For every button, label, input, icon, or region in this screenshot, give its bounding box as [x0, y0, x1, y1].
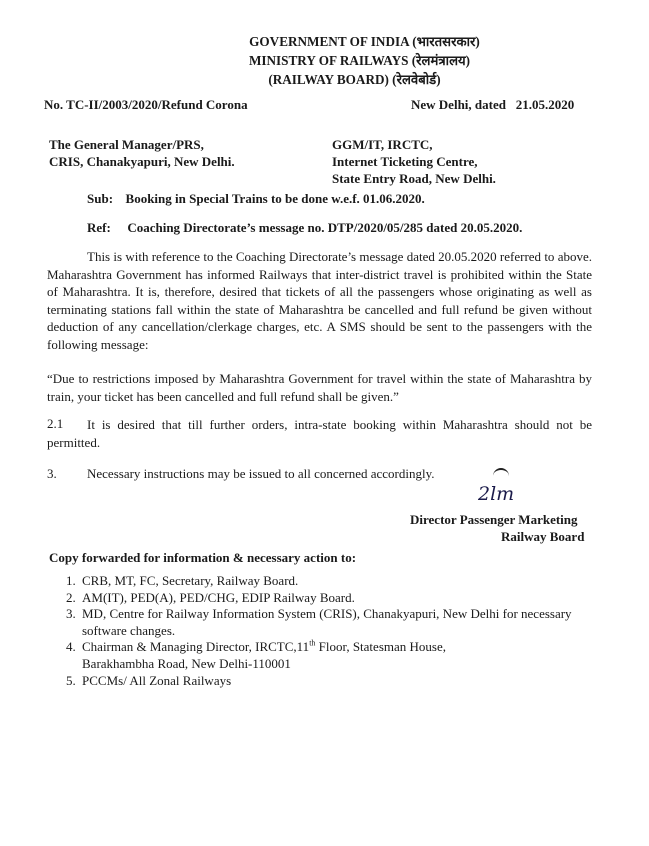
list-item — [48, 673, 588, 690]
para-2-number: 2.1 — [47, 416, 64, 431]
addressee-right-line1: GGM/IT, IRCTC, — [332, 137, 433, 152]
list-item-text: PCCMs/ All Zonal Railways — [82, 672, 232, 688]
subject-text: Booking in Special Trains to be done w.e.f. 01.06.2020. — [125, 191, 425, 206]
list-item-number: 4. — [66, 639, 76, 655]
addressee-left-line2: CRIS, Chanakyapuri, New Delhi. — [49, 154, 235, 169]
list-item-number: 5. — [66, 672, 76, 688]
list-item — [48, 639, 588, 672]
addressee-left — [49, 136, 235, 170]
para-2-text: It is desired that till further orders, intra-state booking within Maharashtra should not be permitted. — [47, 417, 592, 450]
signature-tick-mark — [493, 468, 509, 478]
signatory-office: Railway Board — [501, 529, 585, 544]
addressee-right-line3: State Entry Road, New Delhi. — [332, 171, 496, 186]
list-item-text: Chairman & Managing Director, IRCTC,11 — [82, 639, 310, 655]
copy-recipient-list — [48, 573, 588, 689]
addressee-right-line2: Internet Ticketing Centre, — [332, 154, 478, 169]
list-item-text: AM(IT), PED(A), PED/CHG, EDIP Railway Board. — [82, 589, 355, 605]
list-item-text-line2: Barakhambha Road, New Delhi-110001 — [82, 655, 291, 671]
letterhead-ministry: MINISTRY OF RAILWAYS (रेलमंत्रालय) — [248, 53, 471, 68]
list-item-text-cont: Floor, Statesman House, — [315, 639, 446, 655]
addressee-right — [332, 136, 496, 187]
sms-message-quote: “Due to restrictions imposed by Maharashtra Government for travel within the state of Maharashtra by train, your ticket has been cancelled and full refund shall be given.” — [47, 371, 592, 404]
list-item — [48, 573, 588, 590]
letterhead-government: GOVERNMENT OF INDIA (भारतसरकार) — [249, 34, 480, 49]
body-paragraph-1: This is with reference to the Coaching Directorate’s message dated 20.05.2020 referred to above. Maharashtra Government has informed Railways that inter-district travel is prohibited within the State of Maharashtra. It is, therefore, desired that tickets of all the passengers whose originating as well as terminating stations fall within the state of Maharashtra be cancelled and full refund be given without deduction of any cancellation/clerkage charges, etc. A SMS should be sent to the passengers with the following message: — [47, 249, 592, 352]
para-3-number: 3. — [47, 466, 57, 481]
ref-line — [87, 220, 522, 236]
signature-initials: 2lm — [478, 483, 515, 505]
subject-label: Sub: — [87, 191, 114, 206]
list-item-text: MD, Centre for Railway Information System (CRIS), Chanakyapuri, New Delhi for necessary software changes. — [82, 606, 572, 638]
ordinal-suffix: th — [309, 639, 316, 649]
list-item-number: 2. — [66, 589, 76, 605]
list-item — [48, 606, 588, 639]
para-3-text: Necessary instructions may be issued to all concerned accordingly. — [87, 466, 435, 481]
list-item-text: CRB, MT, FC, Secretary, Railway Board. — [82, 573, 299, 588]
subject-line — [87, 191, 425, 207]
list-item-number: 3. — [66, 606, 76, 622]
reference-number: No. TC-II/2003/2020/Refund Corona — [44, 97, 248, 112]
letterhead-board: (RAILWAY BOARD) (रेलवेबोर्ड) — [268, 72, 441, 87]
list-item — [48, 590, 588, 607]
addressee-left-line1: The General Manager/PRS, — [49, 137, 204, 152]
ref-label: Ref: — [87, 220, 111, 235]
ref-text: Coaching Directorate’s message no. DTP/2020/05/285 dated 20.05.2020. — [127, 220, 523, 235]
list-item-number: 1. — [66, 573, 76, 588]
date-line: New Delhi, dated 21.05.2020 — [411, 97, 575, 112]
signatory-designation: Director Passenger Marketing — [410, 512, 578, 527]
copy-heading: Copy forwarded for information & necessary action to: — [49, 550, 357, 565]
